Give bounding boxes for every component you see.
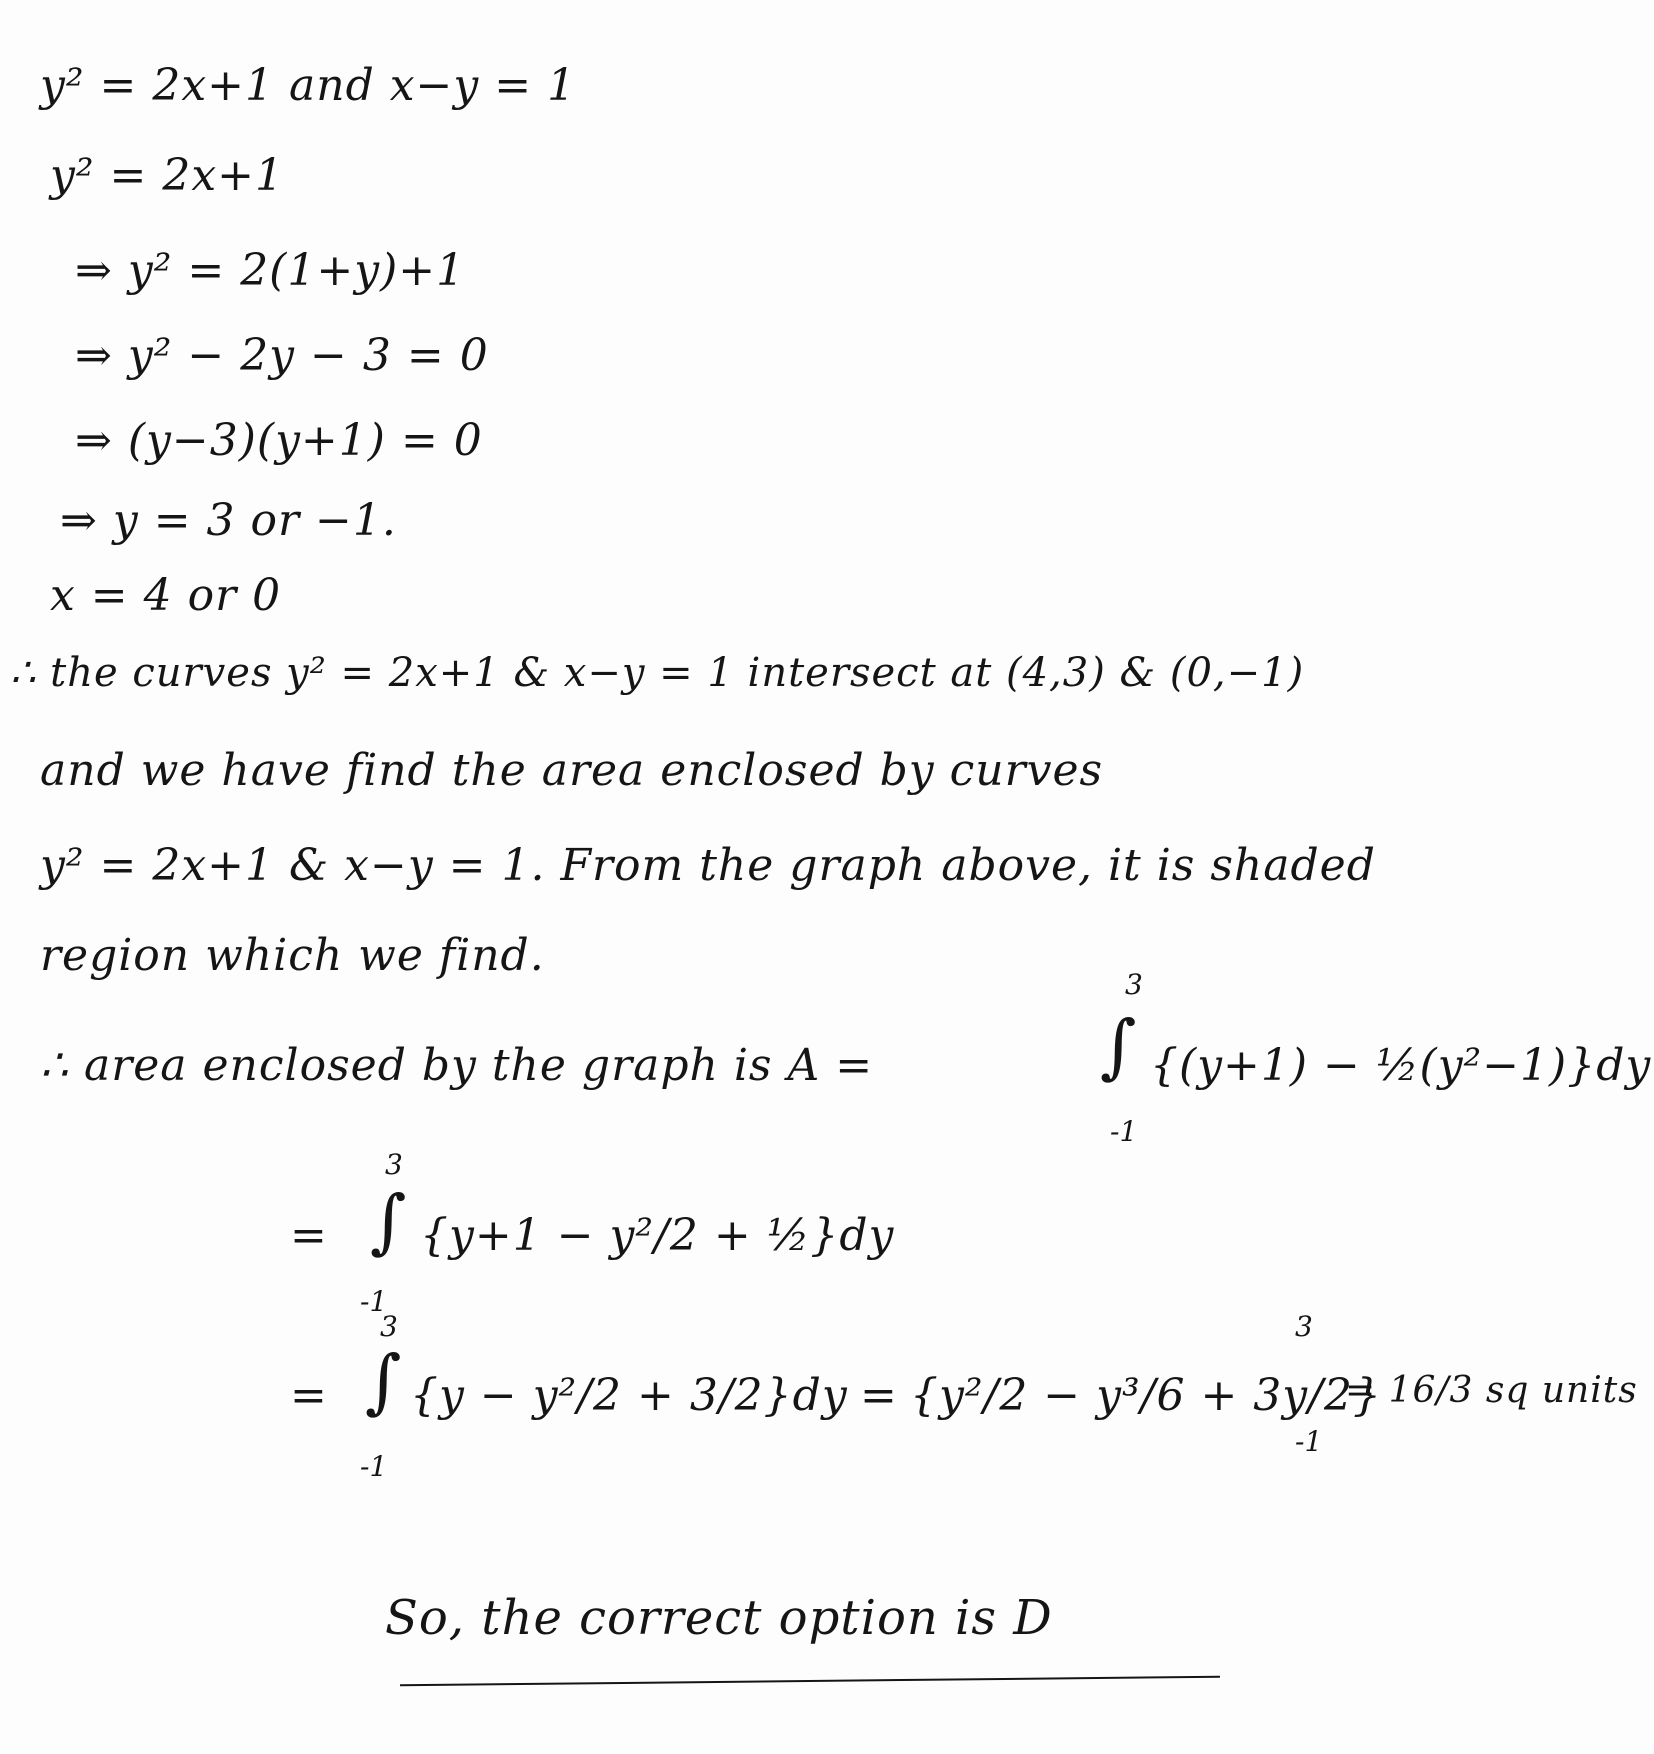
conclusion-underline xyxy=(400,1676,1220,1687)
final-result: = 16/3 sq units xyxy=(1345,1370,1638,1411)
area-expression-label: ∴ area enclosed by the graph is A = xyxy=(40,1040,874,1091)
equation-curve: y² = 2x+1 xyxy=(50,150,285,201)
eval-lower-limit: -1 xyxy=(1295,1425,1323,1458)
substitution-step: ⇒ y² = 2(1+y)+1 xyxy=(75,245,466,296)
integral-2-lower-limit: -1 xyxy=(360,1285,388,1318)
integral-2-upper-limit: 3 xyxy=(385,1148,403,1181)
step-13-equals: = xyxy=(290,1210,328,1261)
integral-1-upper-limit: 3 xyxy=(1125,968,1143,1001)
integral-1-sign: ∫ xyxy=(1100,1005,1137,1087)
integral-3-integrand: {y − y²/2 + 3/2}dy xyxy=(410,1370,848,1421)
integral-3-lower-limit: -1 xyxy=(360,1450,388,1483)
integral-1-lower-limit: -1 xyxy=(1110,1115,1138,1148)
x-roots: x = 4 or 0 xyxy=(50,570,282,621)
integral-2-sign: ∫ xyxy=(370,1180,407,1262)
conclusion: So, the correct option is D xyxy=(385,1590,1053,1646)
integral-3-sign: ∫ xyxy=(365,1340,402,1422)
factor-step: ⇒ (y−3)(y+1) = 0 xyxy=(75,415,483,466)
area-statement: and we have find the area enclosed by curves xyxy=(40,745,1104,796)
integral-2-integrand: {y+1 − y²/2 + ½}dy xyxy=(420,1210,895,1261)
intersection-statement: ∴ the curves y² = 2x+1 & x−y = 1 intersect at (4,3) & (0,−1) xyxy=(10,650,1305,696)
region-statement: region which we find. xyxy=(40,930,545,981)
integral-3-upper-limit: 3 xyxy=(380,1310,398,1343)
quadratic-step: ⇒ y² − 2y − 3 = 0 xyxy=(75,330,489,381)
integral-1-integrand: {(y+1) − ½(y²−1)}dy xyxy=(1150,1040,1652,1091)
eval-upper-limit: 3 xyxy=(1295,1310,1313,1343)
equation-system: y² = 2x+1 and x−y = 1 xyxy=(40,60,577,111)
antiderivative: {y²/2 − y³/6 + 3y/2} xyxy=(910,1370,1382,1421)
shaded-statement: y² = 2x+1 & x−y = 1. From the graph above, it is shaded xyxy=(40,840,1376,891)
step-14-equals-b: = xyxy=(860,1370,898,1421)
y-roots: ⇒ y = 3 or −1. xyxy=(60,495,397,546)
step-14-equals: = xyxy=(290,1370,328,1421)
